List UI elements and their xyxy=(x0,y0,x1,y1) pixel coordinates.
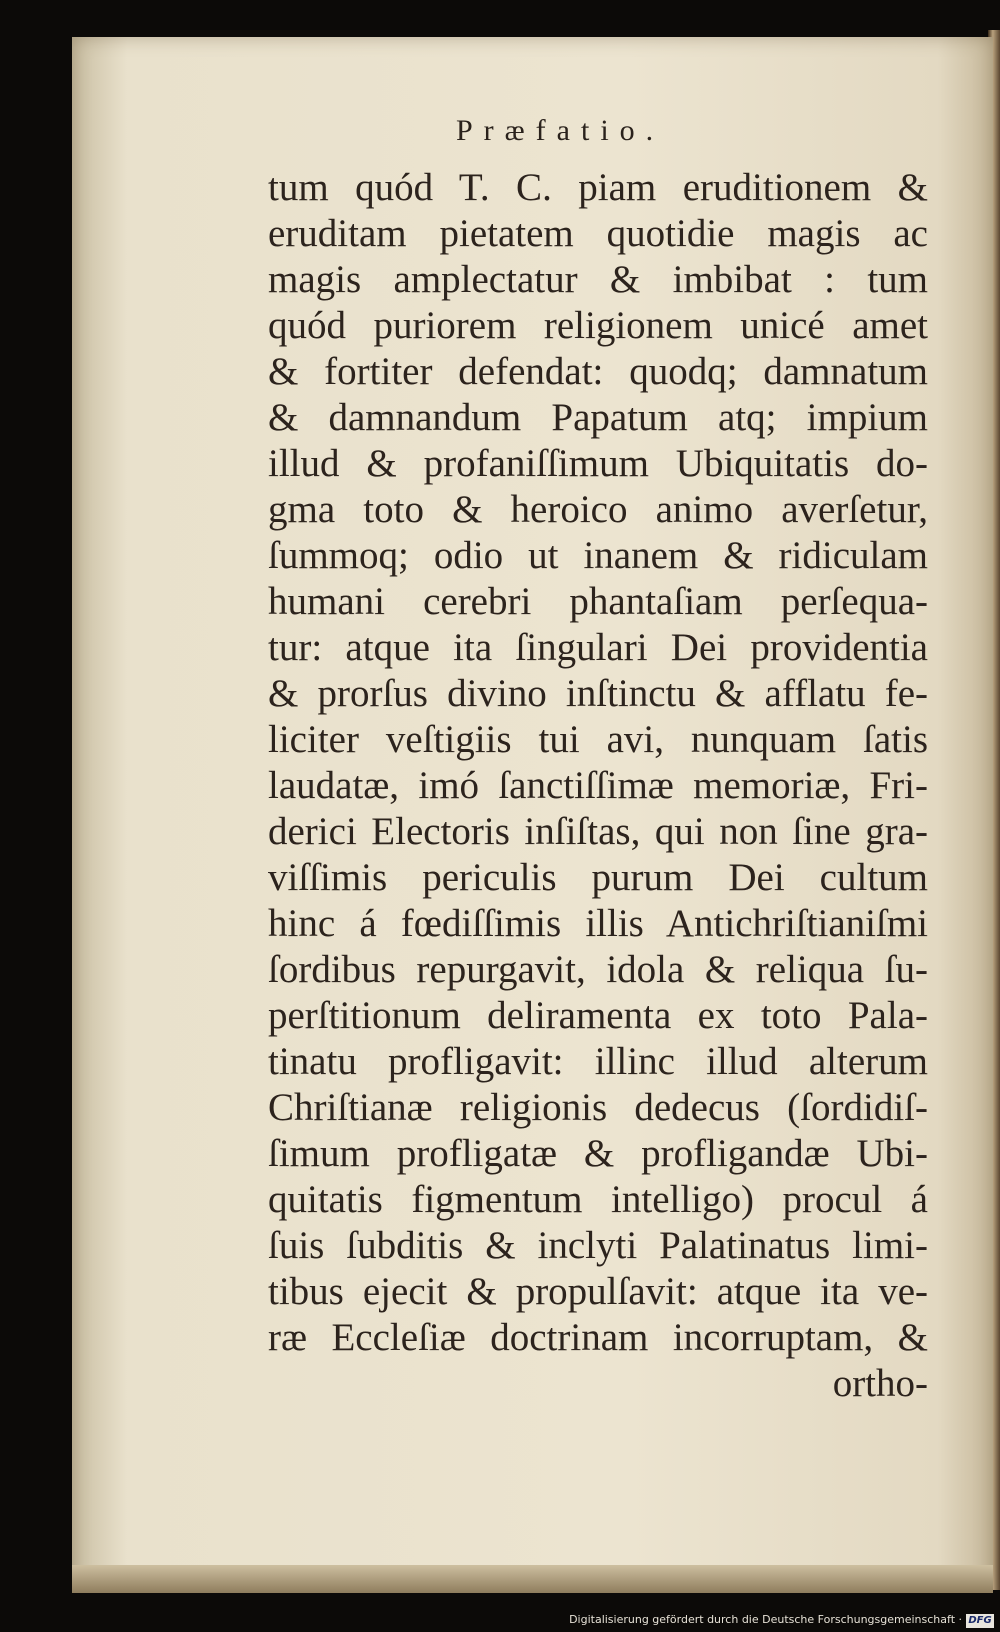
text-line: perſtitionum deliramenta ex toto Pala- xyxy=(268,994,928,1037)
text-line: humani cerebri phantaſiam perſequa- xyxy=(268,580,928,623)
text-line: illud & profaniſſimum Ubiquitatis do- xyxy=(268,442,928,485)
text-line: & damnandum Papatum atq; impium xyxy=(268,396,928,439)
digitization-credit: Digitalisierung gefördert durch die Deutsche Forschungsgemeinschaft · xyxy=(569,1613,962,1626)
text-line: ſuis ſubditis & inclyti Palatinatus limi- xyxy=(268,1224,928,1267)
text-line: tur: atque ita ſingulari Dei providentia xyxy=(268,626,928,669)
text-line: quitatis figmentum intelligo) procul á xyxy=(268,1178,928,1221)
text-line: ræ Eccleſiæ doctrinam incorruptam, & xyxy=(268,1316,928,1359)
text-line: liciter veſtigiis tui avi, nunquam ſatis xyxy=(268,718,928,761)
text-line: tum quód T. C. piam eruditionem & xyxy=(268,166,928,209)
text-line: tinatu profligavit: illinc illud alterum xyxy=(268,1040,928,1083)
text-line: magis amplectatur & imbibat : tum xyxy=(268,258,928,301)
text-line: ſimum profligatæ & profligandæ Ubi- xyxy=(268,1132,928,1175)
text-line: ſordibus repurgavit, idola & reliqua ſu- xyxy=(268,948,928,991)
page-bottom-edge xyxy=(72,1565,993,1593)
text-line: eruditam pietatem quotidie magis ac xyxy=(268,212,928,255)
body-text xyxy=(268,165,928,1407)
text-line: hinc á fœdiſſimis illis Antichriſtianiſmi xyxy=(268,902,928,945)
catchword: ortho- xyxy=(832,1362,928,1405)
text-line: laudatæ, imó ſanctiſſimæ memoriæ, Fri- xyxy=(268,764,928,807)
dfg-logo: DFG xyxy=(966,1614,994,1628)
text-line: quód puriorem religionem unicé amet xyxy=(268,304,928,347)
text-line: Chriſtianæ religionis dedecus (ſordidiſ- xyxy=(268,1086,928,1129)
text-line: viſſimis periculis purum Dei cultum xyxy=(268,856,928,899)
text-line: & fortiter defendat: quodq; damnatum xyxy=(268,350,928,393)
running-header: Præfatio. xyxy=(456,114,665,147)
text-line: & prorſus divino inſtinctu & afflatu fe- xyxy=(268,672,928,715)
text-line: derici Electoris inſiſtas, qui non ſine gra- xyxy=(268,810,928,853)
text-line: gma toto & heroico animo averſetur, xyxy=(268,488,928,531)
text-line: ſummoq; odio ut inanem & ridiculam xyxy=(268,534,928,577)
text-line: tibus ejecit & propulſavit: atque ita ve- xyxy=(268,1270,928,1313)
